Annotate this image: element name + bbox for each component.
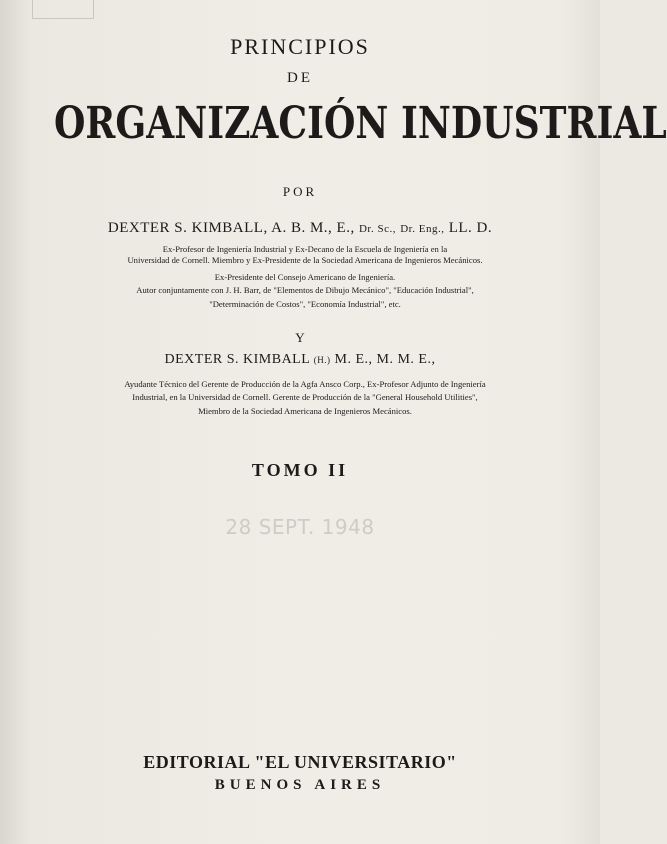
title-line-2: DE (287, 70, 313, 86)
pencil-mark (32, 0, 94, 19)
title-line-1: PRINCIPIOS (230, 34, 370, 59)
by-label: POR (282, 184, 318, 199)
author-1-line (0, 220, 600, 237)
volume-label: TOMO II (251, 460, 349, 480)
publisher: EDITORIAL "EL UNIVERSITARIO" (143, 752, 457, 772)
author-2-name: DEXTER S. KIMBALL (164, 352, 310, 367)
author-1-credential: Autor conjuntamente con J. H. Barr, de "Elementos de Dibujo Mecánico", "Educación Industrial", (136, 285, 474, 295)
author-2-degrees: M. E., M. M. E., (334, 352, 436, 367)
date-stamp: 28 SEPT. 1948 (225, 515, 375, 539)
publisher-city: BUENOS AIRES (214, 777, 386, 793)
author-1-name: DEXTER S. KIMBALL, A. B. M., E., (107, 220, 355, 236)
author-1-credential: Universidad de Cornell. Miembro y Ex-Presidente de la Sociedad Americana de Ingenieros Mecánicos. (127, 255, 483, 265)
author-1-degree-lld: LL. D. (448, 220, 493, 236)
conjunction: Y (295, 330, 305, 345)
author-2-credential: Ayudante Técnico del Gerente de Producción de la Agfa Ansco Corp., Ex-Profesor Adjunto de Ingeniería (124, 379, 486, 389)
author-2-credential: Miembro de la Sociedad Americana de Ingenieros Mecánicos. (198, 406, 412, 416)
author-1-degree-eng: Dr. Eng., (400, 223, 445, 235)
main-title: ORGANIZACIÓN INDUSTRIAL (54, 98, 667, 149)
author-2-credential: Industrial, en la Universidad de Cornell. Gerente de Producción de la "General Household Utilities", (132, 392, 478, 402)
author-2-line (0, 352, 600, 368)
author-1-degree-sc: Dr. Sc., (358, 223, 396, 235)
author-1-credential: Ex-Profesor de Ingeniería Industrial y Ex-Decano de la Escuela de Ingeniería en la (162, 244, 448, 254)
author-1-credential: Ex-Presidente del Consejo Americano de Ingeniería. (214, 272, 396, 282)
author-1-credential: "Determinación de Costos", "Economía Industrial", etc. (209, 299, 401, 309)
author-2-suffix: (H.) (313, 355, 331, 365)
